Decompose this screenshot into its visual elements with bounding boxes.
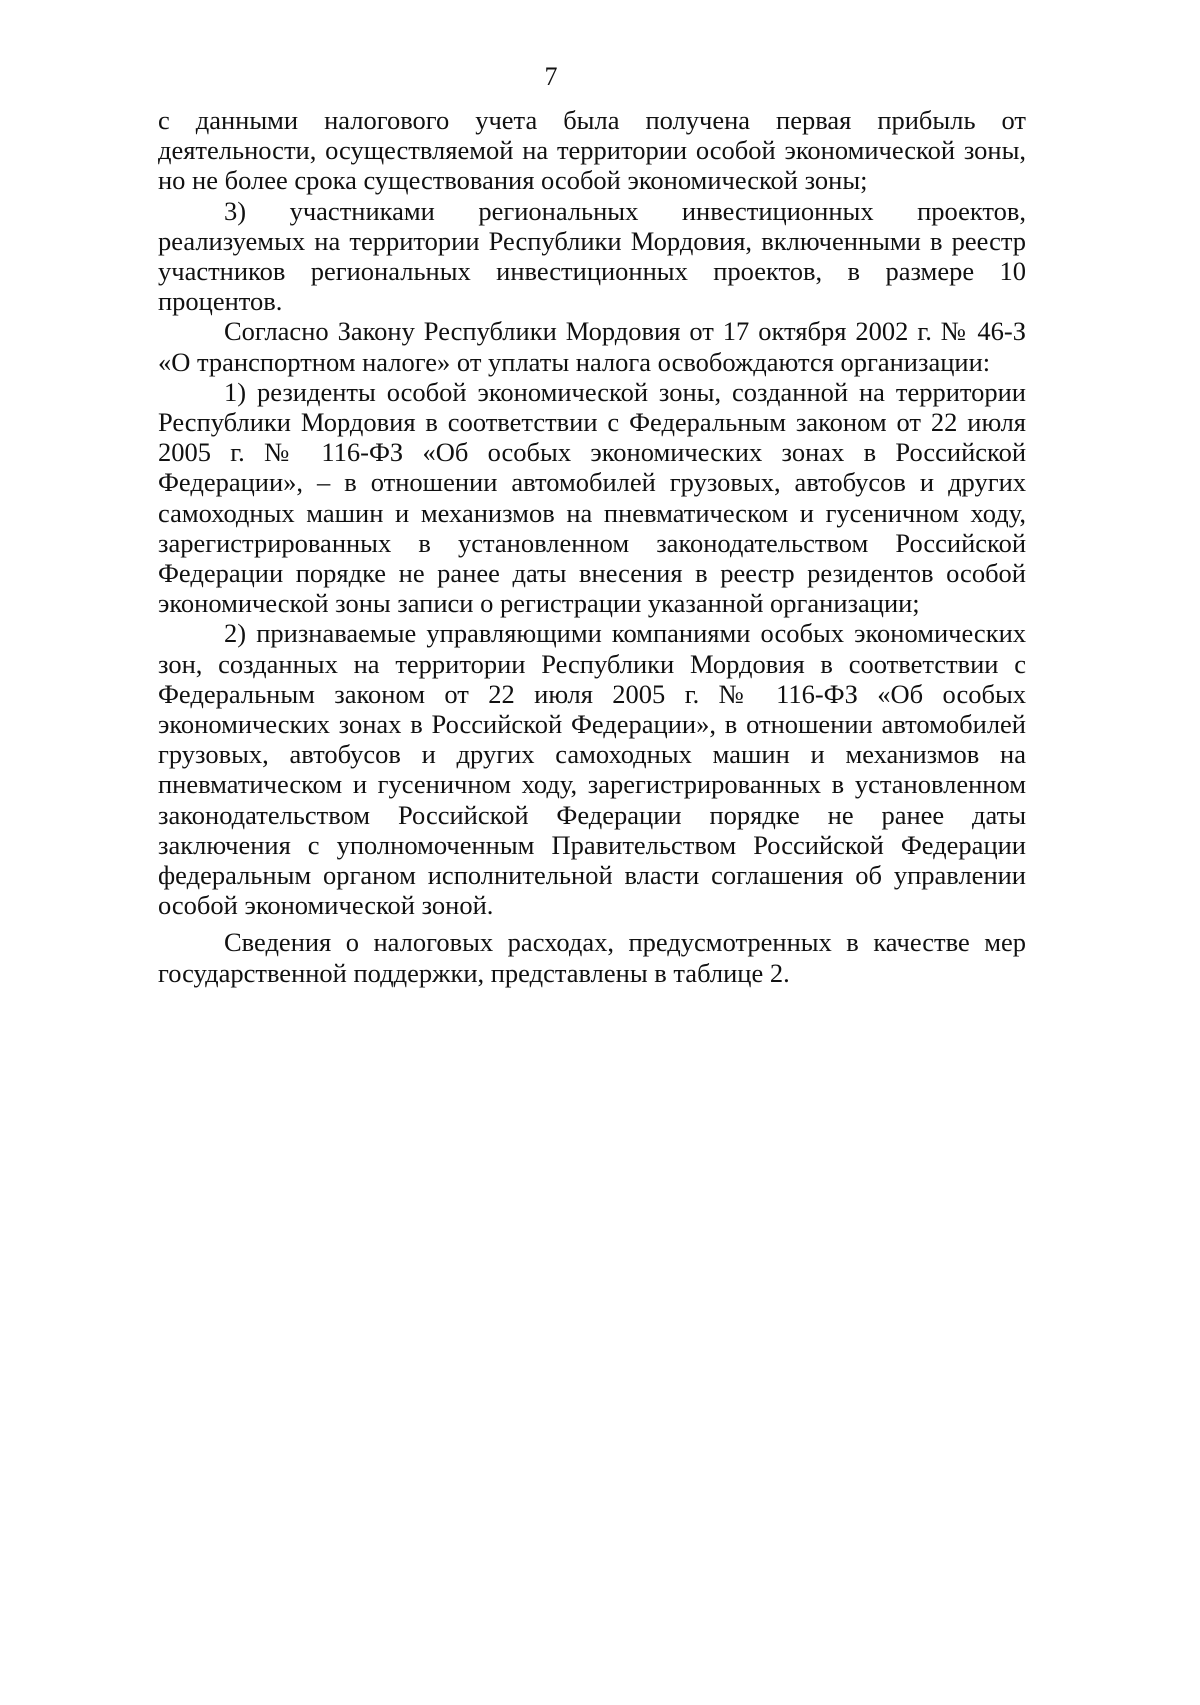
paragraph-item-3: 3) участниками региональных инвестиционных проектов, реализуемых на территории Республики Мордовия, включенными в реестр участников региональных инвестиционных проектов, в размере 10 процентов. (158, 195, 1026, 317)
paragraph-transport-tax-law: Согласно Закону Республики Мордовия от 17 октября 2002 г. № 46-З «О транспортном налоге» от уплаты налога освобождаются организации: (158, 316, 1026, 377)
paragraph-item-2-management-companies: 2) признаваемые управляющими компаниями особых экономических зон, созданных на территории Республики Мордовия в соответствии с Федеральным законом от 22 июля 2005 г. № 116-ФЗ «Об особых экономических зонах в Российской Федерации», в отношении автомобилей грузовых, автобусов и других самоходных машин и механизмов на пневматическом и гусеничном ходу, зарегистрированных в установленном законодательством Российской Федерации порядке не ранее даты заключения с уполномоченным Правительством Российской Федерации федеральным органом исполнительной власти соглашения об управлении особой экономической зоной. (158, 618, 1026, 921)
paragraph-continuation: с данными налогового учета была получена первая прибыль от деятельности, осуществляемой на территории особой экономической зоны, но не более срока существования особой экономической зоны; (158, 105, 1026, 196)
paragraph-tax-expenditures-reference: Сведения о налоговых расходах, предусмотренных в качестве мер государственной поддержки, представлены в таблице 2. (158, 927, 1026, 988)
document-body (158, 105, 1026, 988)
page-number: 7 (544, 62, 558, 91)
paragraph-item-1-residents: 1) резиденты особой экономической зоны, созданной на территории Республики Мордовия в соответствии с Федеральным законом от 22 июля 2005 г. № 116-ФЗ «Об особых экономических зонах в Российской Федерации», – в отношении автомобилей грузовых, автобусов и других самоходных машин и механизмов на пневматическом и гусеничном ходу, зарегистрированных в установленном законодательством Российской Федерации порядке не ранее даты внесения в реестр резидентов особой экономической зоны записи о регистрации указанной организации; (158, 376, 1026, 619)
